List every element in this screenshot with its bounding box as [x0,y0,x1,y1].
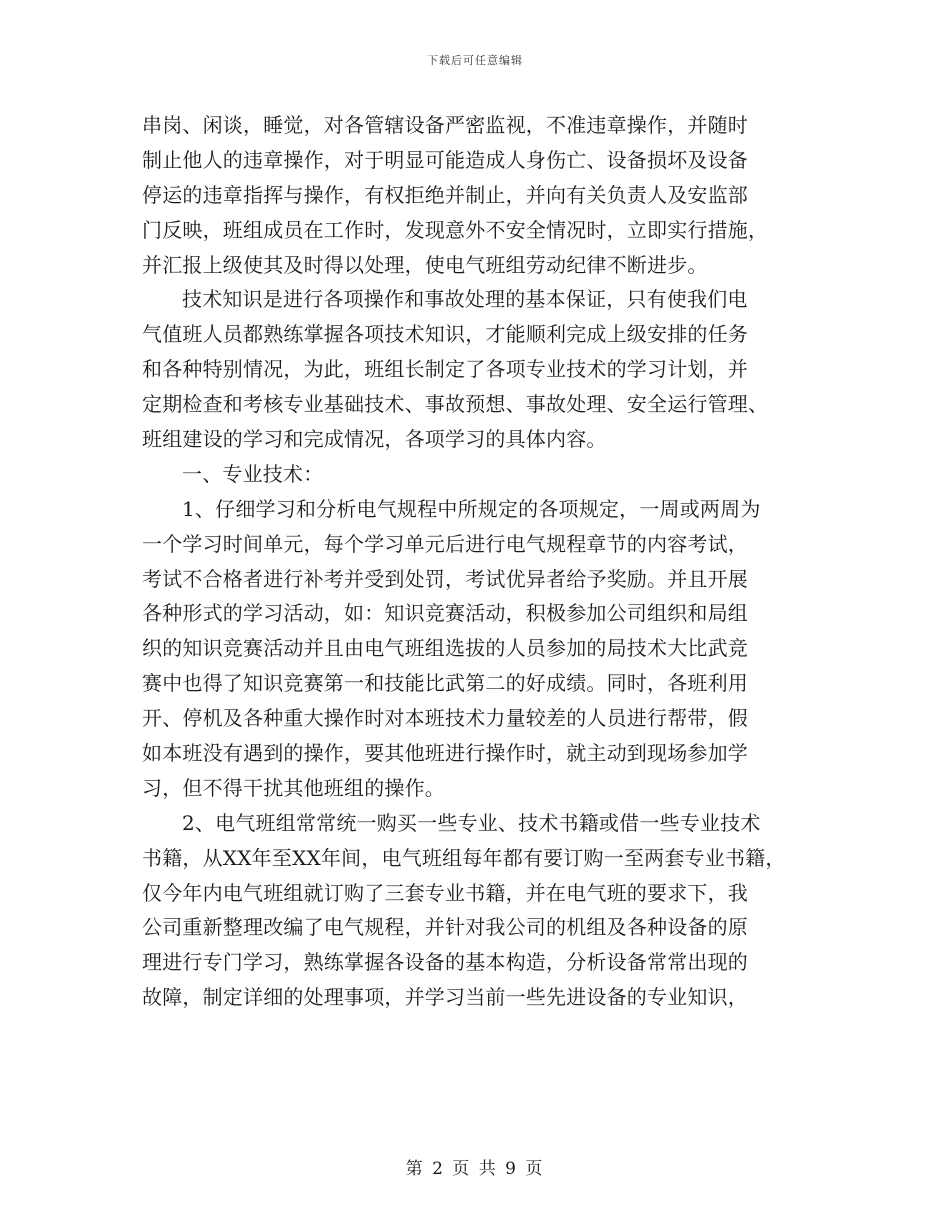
text-line: 气值班人员都熟练掌握各项技术知识，才能顺利完成上级安排的任务 [142,322,748,347]
text-line: 班组建设的学习和完成情况，各项学习的具体内容。 [142,427,607,452]
text-line: 织的知识竞赛活动并且由电气班组选拔的人员参加的局技术大比武竞 [142,636,748,661]
paragraph-start-line: 2、电气班组常常统一购买一些专业、技术书籍或借一些专业技术 [182,810,761,835]
text-line: 并汇报上级使其及时得以处理，使电气班组劳动纪律不断进步。 [142,252,708,277]
text-line: 公司重新整理改编了电气规程，并针对我公司的机组及各种设备的原 [142,915,748,940]
page-header: 下载后可任意编辑 [427,54,523,67]
text-line: 如本班没有遇到的操作，要其他班进行操作时，就主动到现场参加学 [142,741,748,766]
text-line: 考试不合格者进行补考并受到处罚，考试优异者给予奖励。并且开展 [142,566,748,591]
text-line: 习，但不得干扰其他班组的操作。 [142,775,445,800]
text-line: 仅今年内电气班组就订购了三套专业书籍，并在电气班的要求下，我 [142,880,748,905]
text-line: 理进行专门学习，熟练掌握各设备的基本构造，分析设备常常出现的 [142,950,748,975]
paragraph-start-line: 技术知识是进行各项操作和事故处理的基本保证，只有使我们电 [182,287,748,312]
text-line: 一个学习时间单元，每个学习单元后进行电气规程章节的内容考试， [142,531,748,556]
page-footer: 第 2 页 共 9 页 [405,1159,545,1179]
text-line: 书籍，从XX年至XX年间，电气班组每年都有要订购一至两套专业书籍， [142,845,786,870]
text-line: 停运的违章指挥与操作，有权拒绝并制止，并向有关负责人及安监部 [142,182,748,207]
document-body [142,108,822,1015]
section-heading: 一、专业技术： [182,461,324,486]
text-line: 赛中也得了知识竞赛第一和技能比武第二的好成绩。同时，各班利用 [142,671,748,696]
text-line: 制止他人的违章操作，对于明显可能造成人身伤亡、设备损坏及设备 [142,147,748,172]
text-line: 和各种特别情况，为此，班组长制定了各项专业技术的学习计划，并 [142,357,748,382]
text-line: 各种形式的学习活动，如：知识竞赛活动，积极参加公司组织和局组 [142,601,748,626]
text-line: 串岗、闲谈，睡觉，对各管辖设备严密监视，不准违章操作，并随时 [142,113,748,137]
text-line: 开、停机及各种重大操作时对本班技术力量较差的人员进行帮带，假 [142,706,748,731]
text-line: 门反映，班组成员在工作时，发现意外不安全情况时，立即实行措施， [142,217,769,242]
paragraph-start-line: 1、仔细学习和分析电气规程中所规定的各项规定，一周或两周为 [182,496,761,521]
text-line: 故障，制定详细的处理事项，并学习当前一些先进设备的专业知识， [142,985,748,1010]
text-line: 定期检查和考核专业基础技术、事故预想、事故处理、安全运行管理、 [142,392,769,417]
